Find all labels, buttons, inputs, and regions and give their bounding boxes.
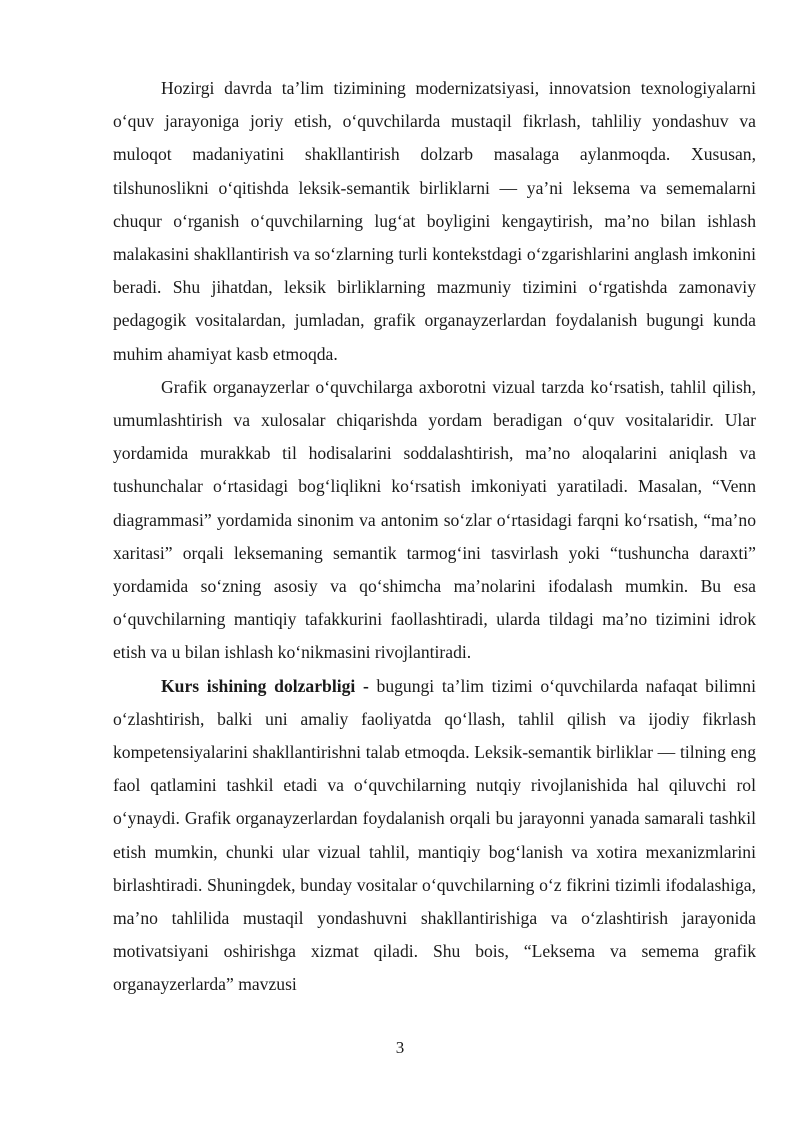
body-text [113,72,756,1002]
paragraph-relevance [113,670,756,1002]
paragraph-relevance-text: bugungi ta’lim tizimi o‘quvchilarda nafaqat bilimni o‘zlashtirish, balki uni amaliy faoliyatda qo‘llash, tahlil qilish va ijodiy fikrlash kompetensiyalarini shakllantirishni talab etmoqda. Leksik-semantik birliklar — tilning eng faol qatlamini tashkil etadi va o‘quvchilarning nutqiy rivojlanishida hal qiluvchi rol o‘ynaydi. Grafik organayzerlardan foydalanish orqali bu jarayonni yanada samarali tashkil etish mumkin, chunki ular vizual tahlil, mantiqiy bog‘lanish va xotira mexanizmlarini birlashtiradi. Shuningdek, bunday vositalar o‘quvchilarning o‘z fikrini tizimli ifodalashiga, ma’no tahlilida mustaqil yondashuvni shakllantirishiga va o‘zlashtirish jarayonida motivatsiyani oshirishga xizmat qiladi. Shu bois, “Leksema va semema grafik organayzerlarda” mavzusi [113,675,756,995]
paragraph-graphic-organizers [113,371,756,670]
paragraph-intro-text: Hozirgi davrda ta’lim tizimining modernizatsiyasi, innovatsion texnologiyalarni o‘quv jarayoniga joriy etish, o‘quvchilarda mustaqil fikrlash, tahliliy yondashuv va muloqot madaniyatini shakllantirish dolzarb masalaga aylanmoqda. Xususan, tilshunoslikni o‘qitishda leksik-semantik birliklarni — ya’ni leksema va sememalarni chuqur o‘rganish o‘quvchilarning lug‘at boyligini kengaytirish, ma’no bilan ishlash malakasini shakllantirish va so‘zlarning turli kontekstdagi o‘zgarishlarini anglash imkonini beradi. Shu jihatdan, leksik birliklarning mazmuniy tizimini o‘rgatishda zamonaviy pedagogik vositalardan, jumladan, grafik organayzerlardan foydalanish bugungi kunda muhim ahamiyat kasb etmoqda. [113,78,756,364]
paragraph-graphic-organizers-text: Grafik organayzerlar o‘quvchilarga axborotni vizual tarzda ko‘rsatish, tahlil qilish, umumlashtirish va xulosalar chiqarishda yordam beradigan o‘quv vositalaridir. Ular yordamida murakkab til hodisalarini soddalashtirish, ma’no aloqalarini aniqlash va tushunchalar o‘rtasidagi bog‘liqlikni ko‘rsatish imkoniyati yaratiladi. Masalan, “Venn diagrammasi” yordamida sinonim va antonim so‘zlar o‘rtasidagi farqni ko‘rsatish, “ma’no xaritasi” orqali leksemaning semantik tarmog‘ini tasvirlash yoki “tushuncha daraxti” yordamida so‘zning asosiy va qo‘shimcha ma’nolarini ifodalash mumkin. Bu esa o‘quvchilarning mantiqiy tafakkurini faollashtiradi, ularda tildagi ma’no tizimini idrok etish va u bilan ishlash ko‘nikmasini rivojlantiradi. [113,376,756,663]
page-number: 3 [395,1038,405,1057]
paragraph-intro [113,72,756,371]
relevance-heading: Kurs ishining dolzarbligi - [161,675,369,696]
